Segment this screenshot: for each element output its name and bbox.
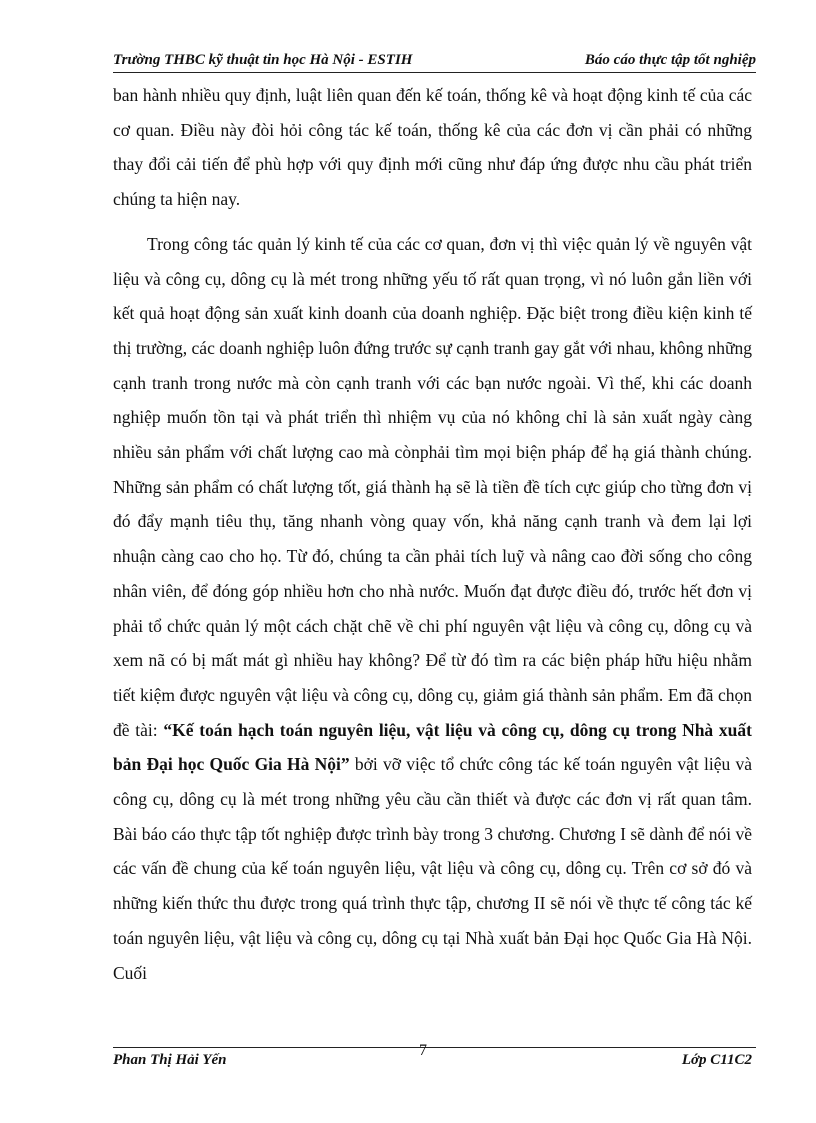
- footer-class: Lớp C11C2: [681, 1052, 752, 1068]
- paragraph-2: [113, 227, 752, 990]
- header-report-title: Báo cáo thực tập tốt nghiệp: [584, 52, 756, 68]
- header-school: Trường THBC kỹ thuật tin học Hà Nội - ESTIH: [113, 52, 413, 68]
- page-header: [113, 50, 756, 72]
- body-text: [113, 78, 752, 990]
- page-number: 7: [419, 1042, 427, 1059]
- header-rule: [113, 72, 756, 73]
- footer-author: Phan Thị Hải Yến: [113, 1052, 227, 1068]
- page-footer: [113, 1042, 756, 1076]
- paragraph-2-text: Trong công tác quản lý kinh tế của các cơ quan, đơn vị thì việc quản lý về nguyên vật liệu và công cụ, dông cụ là mét trong những yếu tố rất quan trọng, vì nó luôn gắn liền với kết quả hoạt động sản xuất kinh doanh của doanh nghiệp. Đặc biệt trong điều kiện kinh tế thị trường, các doanh nghiệp luôn đứng trước sự cạnh tranh gay gắt với nhau, không những cạnh tranh trong nước mà còn cạnh tranh với các bạn nước ngoài. Vì thế, khi các doanh nghiệp muốn tồn tại và phát triển thì nhiệm vụ của nó không chỉ là sản xuất ngày càng nhiều sản phẩm với chất lượng cao mà cònphải tìm mọi biện pháp để hạ giá thành chúng. Những sản phẩm có chất lượng tốt, giá thành hạ sẽ là tiền đề tích cực giúp cho từng đơn vị đó đẩy mạnh tiêu thụ, tăng nhanh vòng quay vốn, khả năng cạnh tranh và đem lại lợi nhuận càng cao cho họ. Từ đó, chúng ta cần phải tích luỹ và nâng cao đời sống cho công nhân viên, để đóng góp nhiều hơn cho nhà nước. Muốn đạt được điều đó, trước hết đơn vị phải tổ chức quản lý một cách chặt chẽ về chi phí nguyên vật liệu và công cụ, dông cụ và xem nã có bị mất mát gì nhiều hay không? Để từ đó tìm ra các biện pháp hữu hiệu nhằm tiết kiệm được nguyên vật liệu và công cụ, dông cụ, giảm giá thành sản phẩm. Em đã chọn đề tài:: [113, 233, 752, 740]
- paragraph-1: ban hành nhiều quy định, luật liên quan đến kế toán, thống kê và hoạt động kinh tế của các cơ quan. Điều này đòi hỏi công tác kế toán, thống kê của các đơn vị cần phải có những thay đổi cải tiến để phù hợp với quy định mới cũng như đáp ứng được nhu cầu phát triển chúng ta hiện nay.: [113, 85, 752, 210]
- thesis-title: “Kế toán hạch toán nguyên liệu, vật liệu và công cụ, dông cụ trong Nhà xuất bản Đại học Quốc Gia Hà Nội”: [113, 719, 752, 775]
- paragraph-2-text-cont: bởi vỡ việc tổ chức công tác kế toán nguyên vật liệu và công cụ, dông cụ là mét trong những yêu cầu cần thiết và được các đơn vị rất quan tâm. Bài báo cáo thực tập tốt nghiệp được trình bày trong 3 chương. Chương I sẽ dành để nói về các vấn đề chung của kế toán nguyên liệu, vật liệu và công cụ, dông cụ. Trên cơ sở đó và những kiến thức thu được trong quá trình thực tập, chương II sẽ nói về thực tế công tác kế toán nguyên liệu, vật liệu và công cụ, dông cụ tại Nhà xuất bản Đại học Quốc Gia Hà Nội. Cuối: [113, 754, 752, 983]
